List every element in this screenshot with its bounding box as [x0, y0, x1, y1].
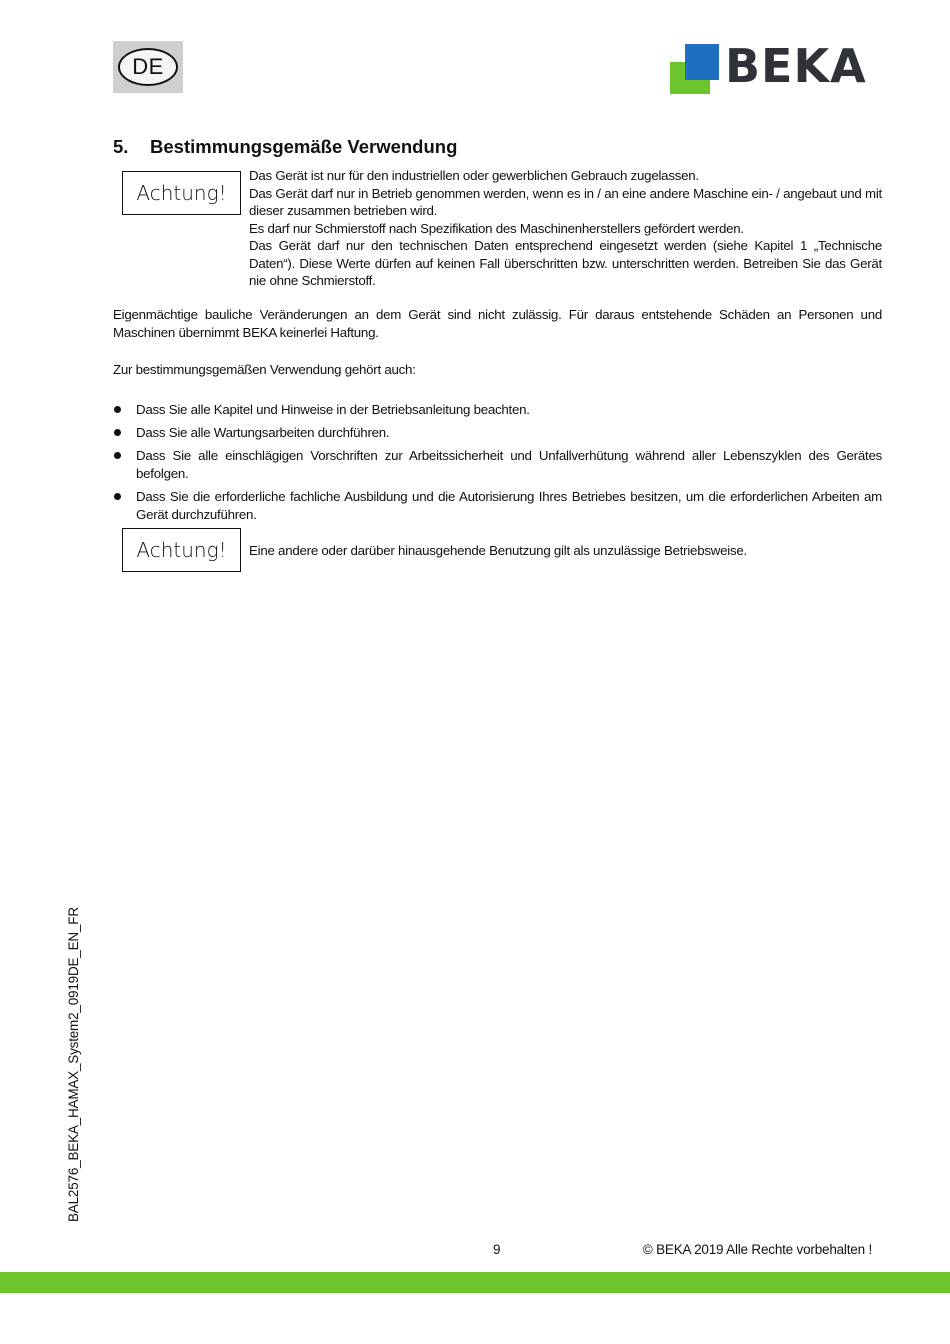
copyright-notice: © BEKA 2019 Alle Rechte vorbehalten ! — [642, 1242, 872, 1257]
section-title-text: Bestimmungsgemäße Verwendung — [150, 136, 458, 157]
warning-text: Eine andere oder darüber hinausgehende Benutzung gilt als unzulässige Betriebsweise. — [249, 543, 747, 558]
logo-blue-square — [685, 44, 719, 80]
beka-logo — [670, 39, 885, 97]
intended-use-intro: Zur bestimmungsgemäßen Verwendung gehört auch: — [113, 362, 416, 377]
document-id: BAL2576_BEKA_HAMAX_System2_0919DE_EN_FR — [66, 907, 81, 1222]
list-item — [113, 401, 882, 419]
list-item-text: Dass Sie alle einschlägigen Vorschriften zur Arbeitssicherheit und Unfallverhütung während aller Lebenszyklen des Gerätes befolgen. — [136, 448, 882, 481]
warning-label-box: Achtung! — [122, 171, 241, 215]
warning-line: Das Gerät darf nur den technischen Daten entsprechend eingesetzt werden (siehe Kapitel 1 „Technische Daten“). Diese Werte dürfen auf keinen Fall überschritten bzw. unterschritten werden. Betreiben Sie das Gerät nie ohne Schmierstoff. — [249, 238, 882, 288]
modification-paragraph: Eigenmächtige bauliche Veränderungen an dem Gerät sind nicht zulässig. Für daraus entstehende Schäden an Personen und Maschinen übernimmt BEKA keinerlei Haftung. — [113, 307, 882, 340]
bullet-icon — [114, 406, 121, 413]
warning-text-block — [249, 167, 882, 290]
bullet-icon — [114, 493, 121, 500]
language-badge — [113, 41, 183, 93]
section-title — [113, 136, 457, 158]
list-item-text: Dass Sie alle Kapitel und Hinweise in der Betriebsanleitung beachten. — [136, 402, 530, 417]
list-item-text: Dass Sie die erforderliche fachliche Ausbildung und die Autorisierung Ihres Betriebes besitzen, um die erforderlichen Arbeiten am Gerät durchzuführen. — [136, 489, 882, 522]
page-number: 9 — [493, 1242, 501, 1257]
intended-use-list — [113, 401, 882, 529]
bullet-icon — [114, 452, 121, 459]
list-item — [113, 488, 882, 524]
bullet-icon — [114, 429, 121, 436]
list-item — [113, 424, 882, 442]
list-item — [113, 447, 882, 483]
footer-bar — [0, 1272, 950, 1293]
section-number: 5. — [113, 136, 129, 157]
warning-line: Das Gerät ist nur für den industriellen oder gewerblichen Gebrauch zugelassen. — [249, 168, 699, 183]
list-item-text: Dass Sie alle Wartungsarbeiten durchführen. — [136, 425, 390, 440]
logo-wordmark: BEKA — [725, 39, 867, 93]
language-code: DE — [118, 48, 178, 86]
warning-label-box: Achtung! — [122, 528, 241, 572]
warning-line: Das Gerät darf nur in Betrieb genommen werden, wenn es in / an eine andere Maschine ein- / angebaut und mit dieser zusammen betrieben wird. — [249, 185, 882, 218]
warning-line: Es darf nur Schmierstoff nach Spezifikation des Maschinenherstellers gefördert werden. — [249, 220, 744, 236]
